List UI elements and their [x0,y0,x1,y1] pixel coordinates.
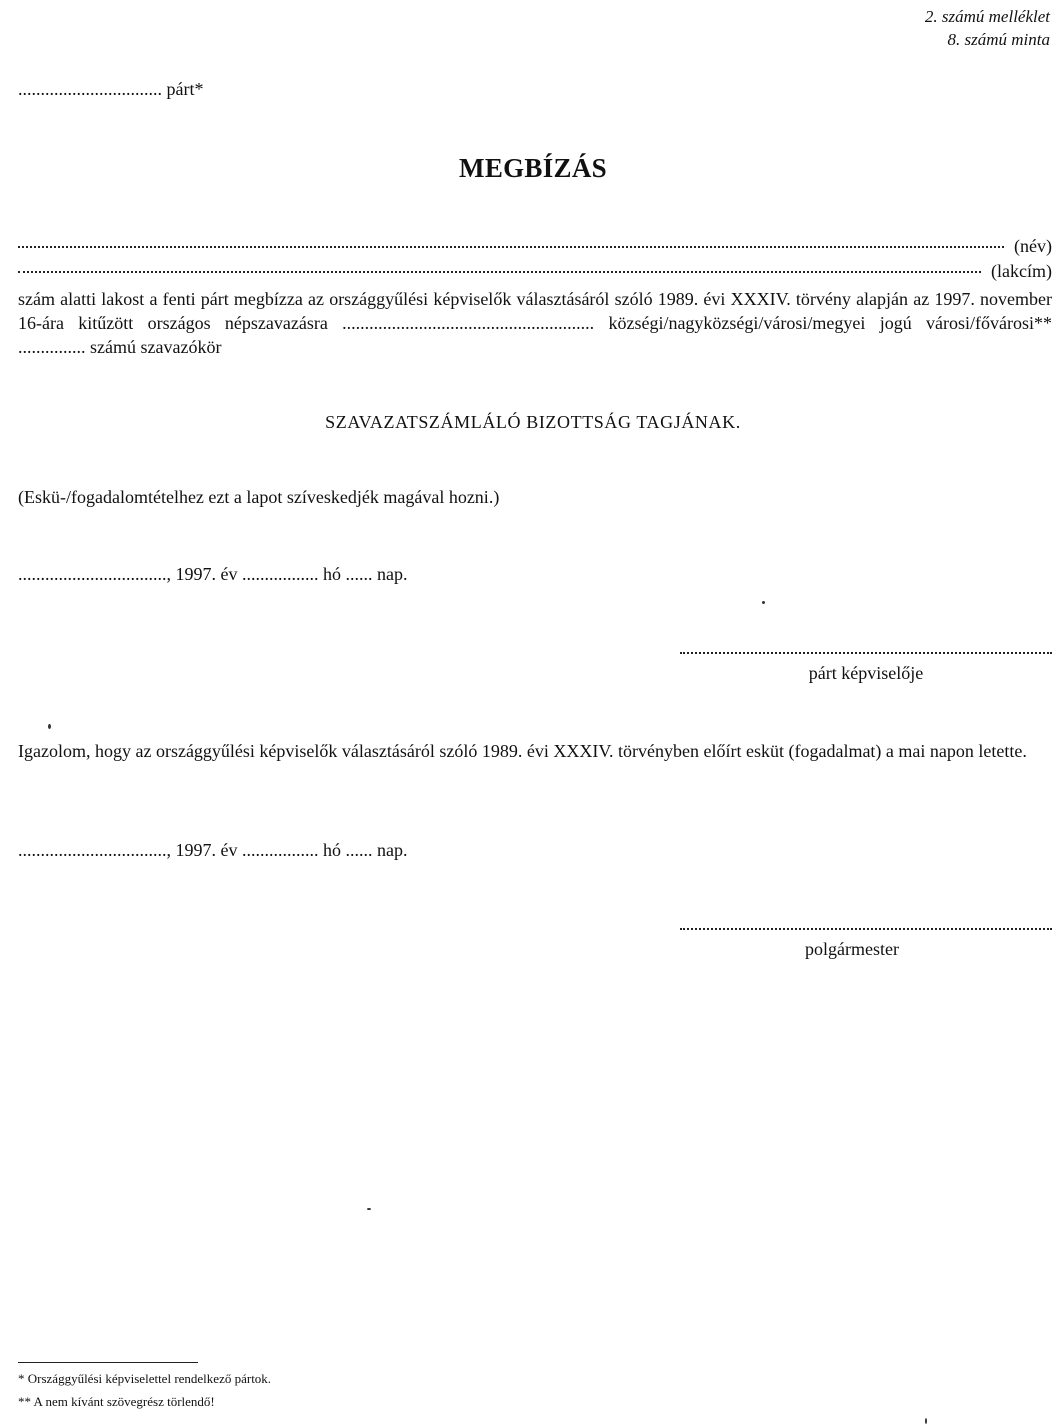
party-rep-label: párt képviselője [808,663,924,683]
name-field-label: (név) [1014,236,1052,256]
confirmation-paragraph: Igazolom, hogy az országgyűlési képviselők választásáról szóló 1989. évi XXXIV. törvényben előírt esküt (fogadalmat) a mai napon letette. [18,741,1027,761]
footnote-double-asterisk: ** A nem kívánt szövegrész törlendő! [18,1394,215,1409]
committee-heading: SZAVAZATSZÁMLÁLÓ BIZOTTSÁG TAGJÁNAK. [325,412,741,432]
address-blank [18,271,981,273]
footnote-single-asterisk: * Országgyűlési képviselettel rendelkező pártok. [18,1371,272,1386]
scan-speck [762,601,765,604]
name-blank [18,246,1004,248]
footnote-divider [18,1362,198,1363]
address-field-row [18,260,1052,283]
annex-label: 2. számú melléklet [924,7,1050,26]
address-field-label: (lakcím) [991,261,1052,281]
name-field-row [18,235,1052,258]
party-line: ................................ párt* [18,79,204,99]
scan-speck [925,1418,927,1424]
mandate-paragraph: szám alatti lakost a fenti párt megbízza az országgyűlési képviselők választásáról szóló 1989. évi XXXIV. törvény alapján az 1997. november 16-ára kitűzött országos népszavazásra ........................................................ községi/nagyközségi/városi/megyei jogú városi/fővárosi** ............... számú szavazókör [18,289,1052,357]
mayor-signature-line [680,928,1052,930]
party-rep-signature-line [680,652,1052,654]
date-line-party: ................................., 1997. év ................. hó ...... nap. [18,564,408,584]
scan-speck [48,724,51,729]
sample-label: 8. számú minta [947,30,1050,49]
mayor-label: polgármester [805,939,899,959]
document-title: MEGBÍZÁS [459,153,607,183]
date-line-mayor: ................................., 1997. év ................. hó ...... nap. [18,840,408,860]
oath-note: (Eskü-/fogadalomtételhez ezt a lapot szíveskedjék magával hozni.) [18,487,500,507]
scan-speck [367,1208,371,1210]
